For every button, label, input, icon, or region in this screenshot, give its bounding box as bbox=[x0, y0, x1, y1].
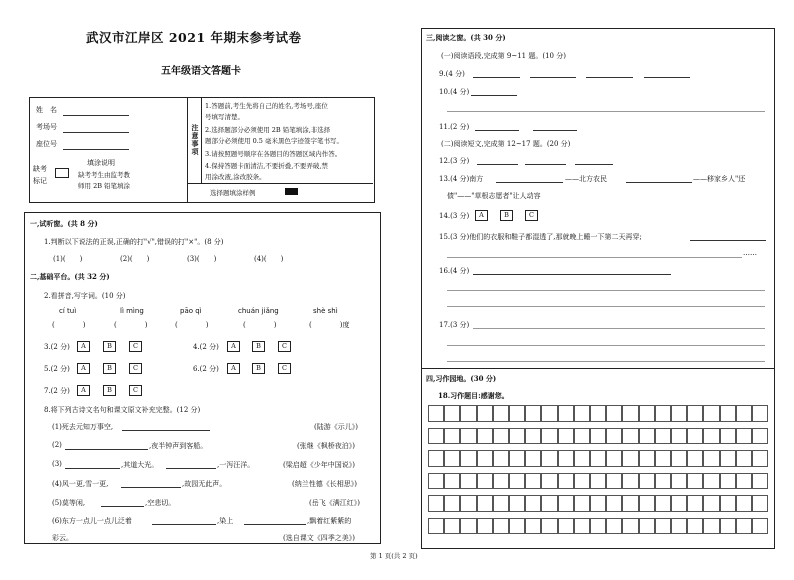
writing-cell[interactable] bbox=[720, 495, 736, 512]
absent-label: 缺考 bbox=[33, 165, 47, 173]
pinyin-2: lì mìng bbox=[120, 307, 144, 315]
writing-cell[interactable] bbox=[493, 473, 509, 490]
writing-cell[interactable] bbox=[525, 473, 541, 490]
poem-6-blank-1[interactable] bbox=[152, 524, 216, 525]
pinyin-3: pāo qì bbox=[180, 307, 202, 315]
writing-cell[interactable] bbox=[574, 473, 590, 490]
writing-cell[interactable] bbox=[671, 518, 687, 535]
notice-4b: 用涂改液,涂改胶条。 bbox=[205, 173, 266, 181]
writing-cell[interactable] bbox=[428, 405, 444, 422]
q10-blank[interactable] bbox=[471, 95, 517, 96]
q4-label: 4.(2 分) bbox=[193, 343, 219, 351]
writing-cell[interactable] bbox=[639, 518, 655, 535]
writing-cell[interactable] bbox=[639, 450, 655, 467]
sample-filled-mark bbox=[285, 188, 298, 195]
notice-1: 1.答题前,考生先将自己的姓名,考场号,座位 bbox=[205, 102, 328, 110]
poem-1: (1)死去元知万事空, bbox=[52, 423, 114, 431]
q3-option-a[interactable]: A bbox=[77, 341, 90, 352]
writing-cell[interactable] bbox=[558, 518, 574, 535]
writing-cell[interactable] bbox=[509, 405, 525, 422]
writing-cell[interactable] bbox=[525, 450, 541, 467]
writing-cell[interactable] bbox=[736, 405, 752, 422]
poem-4-source: (纳兰性德《长相思》) bbox=[292, 480, 357, 488]
writing-cell[interactable] bbox=[752, 518, 768, 535]
writing-cell[interactable] bbox=[509, 495, 525, 512]
writing-cell[interactable] bbox=[671, 473, 687, 490]
writing-cell[interactable] bbox=[558, 405, 574, 422]
q1-item-2[interactable]: (2)( ) bbox=[120, 255, 150, 263]
sample-divider bbox=[187, 183, 373, 184]
pinyin-answer-2[interactable]: ( ) bbox=[114, 321, 148, 329]
writing-cell[interactable] bbox=[525, 495, 541, 512]
writing-cell[interactable] bbox=[622, 405, 638, 422]
poem-3-source: (梁启超《少年中国说》) bbox=[283, 461, 355, 469]
poem-6-rest: ,飘着红紫紫的 bbox=[307, 517, 352, 525]
q11-blank-2[interactable] bbox=[533, 130, 577, 131]
writing-cell[interactable] bbox=[606, 428, 622, 445]
poem-3: (3) bbox=[52, 460, 62, 468]
name-field[interactable] bbox=[63, 115, 129, 116]
poem-6-mid: ,染上 bbox=[217, 517, 234, 525]
writing-cell[interactable] bbox=[752, 473, 768, 490]
writing-cell[interactable] bbox=[574, 450, 590, 467]
writing-cell[interactable] bbox=[541, 428, 557, 445]
q9-label: 9.(4 分) bbox=[439, 70, 465, 78]
writing-cell[interactable] bbox=[671, 495, 687, 512]
q14-option-c-box[interactable]: C bbox=[525, 210, 538, 221]
writing-cell[interactable] bbox=[720, 518, 736, 535]
writing-cell[interactable] bbox=[606, 450, 622, 467]
writing-cell[interactable] bbox=[655, 428, 671, 445]
q18-prompt: 18.习作题目:感谢您。 bbox=[438, 391, 509, 400]
poem-3-mid: ,其道大光。 bbox=[121, 461, 159, 469]
writing-cell[interactable] bbox=[736, 428, 752, 445]
writing-cell[interactable] bbox=[493, 428, 509, 445]
writing-cell[interactable] bbox=[574, 405, 590, 422]
writing-cell[interactable] bbox=[655, 495, 671, 512]
q16-label: 16.(4 分) bbox=[439, 267, 470, 275]
writing-cell[interactable] bbox=[736, 450, 752, 467]
writing-cell[interactable] bbox=[541, 405, 557, 422]
q10-label: 10.(4 分) bbox=[439, 88, 470, 96]
writing-cell[interactable] bbox=[720, 473, 736, 490]
section-1-heading: 一,试听窗。(共 8 分) bbox=[30, 219, 98, 228]
writing-cell[interactable] bbox=[493, 495, 509, 512]
writing-cell[interactable] bbox=[606, 518, 622, 535]
writing-cell[interactable] bbox=[428, 473, 444, 490]
q5-option-b[interactable]: B bbox=[103, 363, 116, 374]
writing-cell[interactable] bbox=[736, 495, 752, 512]
pinyin-1: cí tuì bbox=[59, 307, 77, 315]
writing-cell[interactable] bbox=[687, 405, 703, 422]
q13-mid: ——北方农民 bbox=[565, 175, 607, 183]
q9-blank-2[interactable] bbox=[530, 77, 576, 78]
writing-cell[interactable] bbox=[703, 405, 719, 422]
seat-no-field[interactable] bbox=[63, 149, 129, 150]
poem-2-blank[interactable] bbox=[65, 449, 148, 450]
writing-cell[interactable] bbox=[477, 473, 493, 490]
q1-item-1[interactable]: (1)( ) bbox=[53, 255, 83, 263]
q15-ellipsis: …… bbox=[743, 249, 757, 257]
writing-cell[interactable] bbox=[460, 495, 476, 512]
q6-option-b[interactable]: B bbox=[252, 363, 265, 374]
pinyin-5: shè shì bbox=[313, 307, 338, 315]
exam-no-label: 考场号 bbox=[36, 123, 57, 131]
q1-prompt: 1.判断以下说法的正误,正确的打"√",错误的打"×"。(8 分) bbox=[44, 238, 224, 246]
notice-2: 2.选择题部分必须使用 2B 铅笔填涂,非选择 bbox=[205, 126, 331, 134]
q16-line-3[interactable] bbox=[447, 306, 765, 307]
q3-option-b[interactable]: B bbox=[103, 341, 116, 352]
writing-cell[interactable] bbox=[444, 450, 460, 467]
writing-cell[interactable] bbox=[509, 450, 525, 467]
q9-blank-4[interactable] bbox=[644, 77, 690, 78]
poem-2-rest: ,夜半钟声到客船。 bbox=[149, 442, 208, 450]
sample-label: 选择题填涂样例 bbox=[210, 189, 256, 197]
notice-4: 4.保持答题卡面清洁,不要折叠,不要弄破,禁 bbox=[205, 162, 328, 170]
poem-3-rest: ,一泻汪洋。 bbox=[217, 461, 255, 469]
writing-cell[interactable] bbox=[558, 473, 574, 490]
poem-6-blank-2[interactable] bbox=[244, 524, 306, 525]
q13-blank-2[interactable] bbox=[626, 182, 692, 183]
writing-cell[interactable] bbox=[574, 518, 590, 535]
writing-cell[interactable] bbox=[590, 450, 606, 467]
writing-cell[interactable] bbox=[639, 473, 655, 490]
writing-cell[interactable] bbox=[477, 495, 493, 512]
q3-option-c[interactable]: C bbox=[129, 341, 142, 352]
writing-cell[interactable] bbox=[752, 428, 768, 445]
pinyin-answer-4[interactable]: ( ) bbox=[243, 321, 277, 329]
writing-cell[interactable] bbox=[736, 473, 752, 490]
q7-option-c[interactable]: C bbox=[129, 385, 142, 396]
q12-blank-2[interactable] bbox=[525, 164, 566, 165]
writing-cell[interactable] bbox=[460, 518, 476, 535]
q16-line-2[interactable] bbox=[447, 290, 765, 291]
writing-cell[interactable] bbox=[460, 473, 476, 490]
writing-cell[interactable] bbox=[558, 450, 574, 467]
absent-checkbox[interactable] bbox=[55, 168, 69, 178]
writing-cell[interactable] bbox=[460, 428, 476, 445]
fill-instructions-line2: 师用 2B 铅笔填涂 bbox=[78, 182, 131, 190]
q17-line-2[interactable] bbox=[447, 345, 765, 346]
writing-cell[interactable] bbox=[590, 473, 606, 490]
poem-6: (6)东方一点儿一点儿泛着 bbox=[52, 517, 132, 525]
writing-cell[interactable] bbox=[428, 428, 444, 445]
writing-cell[interactable] bbox=[509, 518, 525, 535]
notice-1b: 号填写清楚。 bbox=[205, 113, 244, 121]
writing-cell[interactable] bbox=[622, 495, 638, 512]
q13-end: 债"——"草根志愿者"让人动容 bbox=[447, 192, 541, 200]
q7-label: 7.(2 分) bbox=[44, 387, 70, 395]
q6-option-a[interactable]: A bbox=[227, 363, 240, 374]
writing-cell[interactable] bbox=[525, 428, 541, 445]
writing-cell[interactable] bbox=[639, 405, 655, 422]
writing-cell[interactable] bbox=[444, 518, 460, 535]
poem-5: (5)莫等闲, bbox=[52, 499, 86, 507]
writing-cell[interactable] bbox=[477, 405, 493, 422]
writing-cell[interactable] bbox=[752, 450, 768, 467]
q4-option-a[interactable]: A bbox=[227, 341, 240, 352]
writing-cell[interactable] bbox=[493, 518, 509, 535]
q6-option-c[interactable]: C bbox=[278, 363, 291, 374]
writing-cell[interactable] bbox=[622, 450, 638, 467]
reading-2-intro: (二)阅读短文,完成第 12~17 题。(20 分) bbox=[441, 140, 571, 148]
writing-cell[interactable] bbox=[590, 495, 606, 512]
writing-cell[interactable] bbox=[703, 428, 719, 445]
writing-cell[interactable] bbox=[622, 428, 638, 445]
q13-label: 13.(4 分)南方 bbox=[439, 175, 484, 183]
writing-cell[interactable] bbox=[493, 405, 509, 422]
q7-option-a[interactable]: A bbox=[77, 385, 90, 396]
fill-instructions-line1: 缺考考生由监考教 bbox=[78, 171, 130, 179]
q1-item-4[interactable]: (4)( ) bbox=[254, 255, 284, 263]
fill-instructions-title: 填涂说明 bbox=[87, 159, 115, 167]
writing-cell[interactable] bbox=[558, 495, 574, 512]
writing-cell[interactable] bbox=[736, 518, 752, 535]
writing-cell[interactable] bbox=[655, 405, 671, 422]
q17-line-1[interactable] bbox=[473, 328, 765, 329]
writing-cell[interactable] bbox=[477, 518, 493, 535]
writing-cell[interactable] bbox=[720, 450, 736, 467]
writing-cell[interactable] bbox=[752, 405, 768, 422]
q14-option-a-box[interactable]: A bbox=[475, 210, 488, 221]
q4-option-b[interactable]: B bbox=[252, 341, 265, 352]
q16-blank[interactable] bbox=[473, 274, 671, 275]
q15-blank-1[interactable] bbox=[690, 240, 766, 241]
q2-prompt: 2.看拼音,写字词。(10 分) bbox=[44, 292, 126, 300]
writing-grid[interactable] bbox=[428, 405, 769, 541]
section-4-divider bbox=[421, 368, 774, 369]
poem-1-blank[interactable] bbox=[122, 430, 210, 431]
q12-label: 12.(3 分) bbox=[439, 157, 470, 165]
q5-option-a[interactable]: A bbox=[77, 363, 90, 374]
section-2-heading: 二,基础平台。(共 32 分) bbox=[30, 272, 110, 281]
writing-cell[interactable] bbox=[687, 473, 703, 490]
q11-blank-1[interactable] bbox=[475, 130, 519, 131]
writing-cell[interactable] bbox=[720, 428, 736, 445]
writing-cell[interactable] bbox=[541, 450, 557, 467]
poem-6-source: (选自课文《四季之美》) bbox=[283, 534, 355, 542]
writing-cell[interactable] bbox=[655, 518, 671, 535]
poem-1-source: (陆游《示儿》) bbox=[314, 423, 358, 431]
writing-cell[interactable] bbox=[493, 450, 509, 467]
writing-cell[interactable] bbox=[444, 495, 460, 512]
writing-cell[interactable] bbox=[655, 473, 671, 490]
writing-cell[interactable] bbox=[606, 495, 622, 512]
writing-cell[interactable] bbox=[687, 428, 703, 445]
poem-2-source: (张继《枫桥夜泊》) bbox=[297, 442, 355, 450]
pinyin-4: chuán jiǎng bbox=[238, 307, 279, 315]
q1-item-3[interactable]: (3)( ) bbox=[187, 255, 217, 263]
q3-label: 3.(2 分) bbox=[44, 343, 70, 351]
notice-2b: 题部分必须使用 0.5 毫米黑色字迹签字笔书写。 bbox=[205, 137, 343, 145]
notice-3: 3.请按照题号顺序在各题目的答题区域内作答。 bbox=[205, 150, 342, 158]
section-3-heading: 三,阅读之窗。(共 30 分) bbox=[426, 33, 506, 42]
writing-cell[interactable] bbox=[558, 428, 574, 445]
writing-cell[interactable] bbox=[541, 473, 557, 490]
writing-cell[interactable] bbox=[477, 428, 493, 445]
q15-line-2[interactable] bbox=[447, 257, 742, 258]
writing-cell[interactable] bbox=[622, 518, 638, 535]
q17-label: 17.(3 分) bbox=[439, 321, 470, 329]
writing-cell[interactable] bbox=[703, 495, 719, 512]
writing-cell[interactable] bbox=[525, 518, 541, 535]
section-4-heading: 四,习作园地。(30 分) bbox=[426, 374, 497, 383]
writing-cell[interactable] bbox=[703, 473, 719, 490]
writing-cell[interactable] bbox=[525, 405, 541, 422]
q8-prompt: 8.将下列古诗文名句和课文原文补充完整。(12 分) bbox=[44, 406, 201, 414]
q9-blank-3[interactable] bbox=[586, 77, 633, 78]
writing-cell[interactable] bbox=[460, 405, 476, 422]
writing-cell[interactable] bbox=[428, 518, 444, 535]
writing-cell[interactable] bbox=[687, 518, 703, 535]
writing-cell[interactable] bbox=[655, 450, 671, 467]
writing-cell[interactable] bbox=[639, 495, 655, 512]
writing-cell[interactable] bbox=[671, 405, 687, 422]
q14-label: 14.(3 分) bbox=[439, 212, 470, 220]
q13-rest: ——移家乡人"还 bbox=[693, 175, 746, 183]
writing-cell[interactable] bbox=[752, 495, 768, 512]
writing-cell[interactable] bbox=[720, 405, 736, 422]
writing-cell[interactable] bbox=[703, 450, 719, 467]
writing-cell[interactable] bbox=[541, 518, 557, 535]
writing-cell[interactable] bbox=[428, 450, 444, 467]
poem-3-blank-1[interactable] bbox=[65, 468, 120, 469]
writing-cell[interactable] bbox=[590, 428, 606, 445]
q9-blank-1[interactable] bbox=[473, 77, 520, 78]
poem-2: (2) bbox=[52, 441, 62, 449]
q5-option-c[interactable]: C bbox=[129, 363, 142, 374]
writing-cell[interactable] bbox=[703, 518, 719, 535]
poem-6-end: 彩云。 bbox=[52, 534, 73, 542]
writing-cell[interactable] bbox=[622, 473, 638, 490]
poem-5-rest: ,空悲切。 bbox=[145, 499, 176, 507]
answer-sheet-subtitle: 五年级语文答题卡 bbox=[161, 66, 241, 77]
writing-cell[interactable] bbox=[574, 428, 590, 445]
q13-blank-1[interactable] bbox=[496, 182, 563, 183]
q12-blank-3[interactable] bbox=[575, 164, 613, 165]
writing-cell[interactable] bbox=[509, 428, 525, 445]
writing-cell[interactable] bbox=[687, 495, 703, 512]
q12-blank-1[interactable] bbox=[477, 164, 518, 165]
poem-5-source: (岳飞《满江红》) bbox=[309, 499, 360, 507]
info-divider bbox=[187, 97, 188, 202]
poem-4-blank[interactable] bbox=[121, 487, 181, 488]
poem-4: (4)风一更,雪一更, bbox=[52, 480, 109, 488]
writing-cell[interactable] bbox=[671, 428, 687, 445]
writing-cell[interactable] bbox=[444, 428, 460, 445]
writing-cell[interactable] bbox=[574, 495, 590, 512]
q6-label: 6.(2 分) bbox=[193, 365, 219, 373]
writing-cell[interactable] bbox=[606, 405, 622, 422]
pinyin-answer-1[interactable]: ( ) bbox=[52, 321, 86, 329]
q5-label: 5.(2 分) bbox=[44, 365, 70, 373]
writing-cell[interactable] bbox=[428, 495, 444, 512]
q11-label: 11.(2 分) bbox=[439, 123, 470, 131]
q15-label: 15.(3 分)他们的衣服和鞋子都湿透了,那就晚上睡一下第二天再穿; bbox=[439, 233, 642, 241]
seat-no-label: 座位号 bbox=[36, 140, 57, 148]
q17-line-3[interactable] bbox=[447, 361, 765, 362]
writing-cell[interactable] bbox=[477, 450, 493, 467]
pinyin-answer-5[interactable]: ( )度 bbox=[309, 321, 350, 329]
notice-label: 注意事项 bbox=[191, 124, 200, 156]
poem-4-rest: ,故园无此声。 bbox=[182, 480, 227, 488]
reading-1-intro: (一)阅读语段,完成第 9~11 题。(10 分) bbox=[441, 52, 566, 60]
writing-cell[interactable] bbox=[444, 473, 460, 490]
q7-option-b[interactable]: B bbox=[103, 385, 116, 396]
name-label: 姓 名 bbox=[36, 106, 57, 114]
poem-3-blank-2[interactable] bbox=[166, 468, 216, 469]
page-footer: 第 1 页(共 2 页) bbox=[370, 552, 418, 560]
pinyin-answer-3[interactable]: ( ) bbox=[175, 321, 209, 329]
writing-cell[interactable] bbox=[671, 450, 687, 467]
writing-cell[interactable] bbox=[460, 450, 476, 467]
writing-cell[interactable] bbox=[639, 428, 655, 445]
notice-divider bbox=[201, 97, 202, 183]
writing-cell[interactable] bbox=[606, 473, 622, 490]
q10-line-2[interactable] bbox=[447, 111, 765, 112]
writing-cell[interactable] bbox=[541, 495, 557, 512]
absent-label-2: 标记 bbox=[33, 177, 47, 185]
writing-cell[interactable] bbox=[687, 450, 703, 467]
writing-cell[interactable] bbox=[590, 405, 606, 422]
writing-cell[interactable] bbox=[590, 518, 606, 535]
q4-option-c[interactable]: C bbox=[278, 341, 291, 352]
writing-cell[interactable] bbox=[444, 405, 460, 422]
q14-option-b-box[interactable]: B bbox=[500, 210, 513, 221]
writing-cell[interactable] bbox=[509, 473, 525, 490]
poem-5-blank[interactable] bbox=[101, 506, 144, 507]
exam-no-field[interactable] bbox=[63, 132, 129, 133]
exam-title: 武汉市江岸区 2021 年期末参考试卷 bbox=[86, 30, 302, 45]
